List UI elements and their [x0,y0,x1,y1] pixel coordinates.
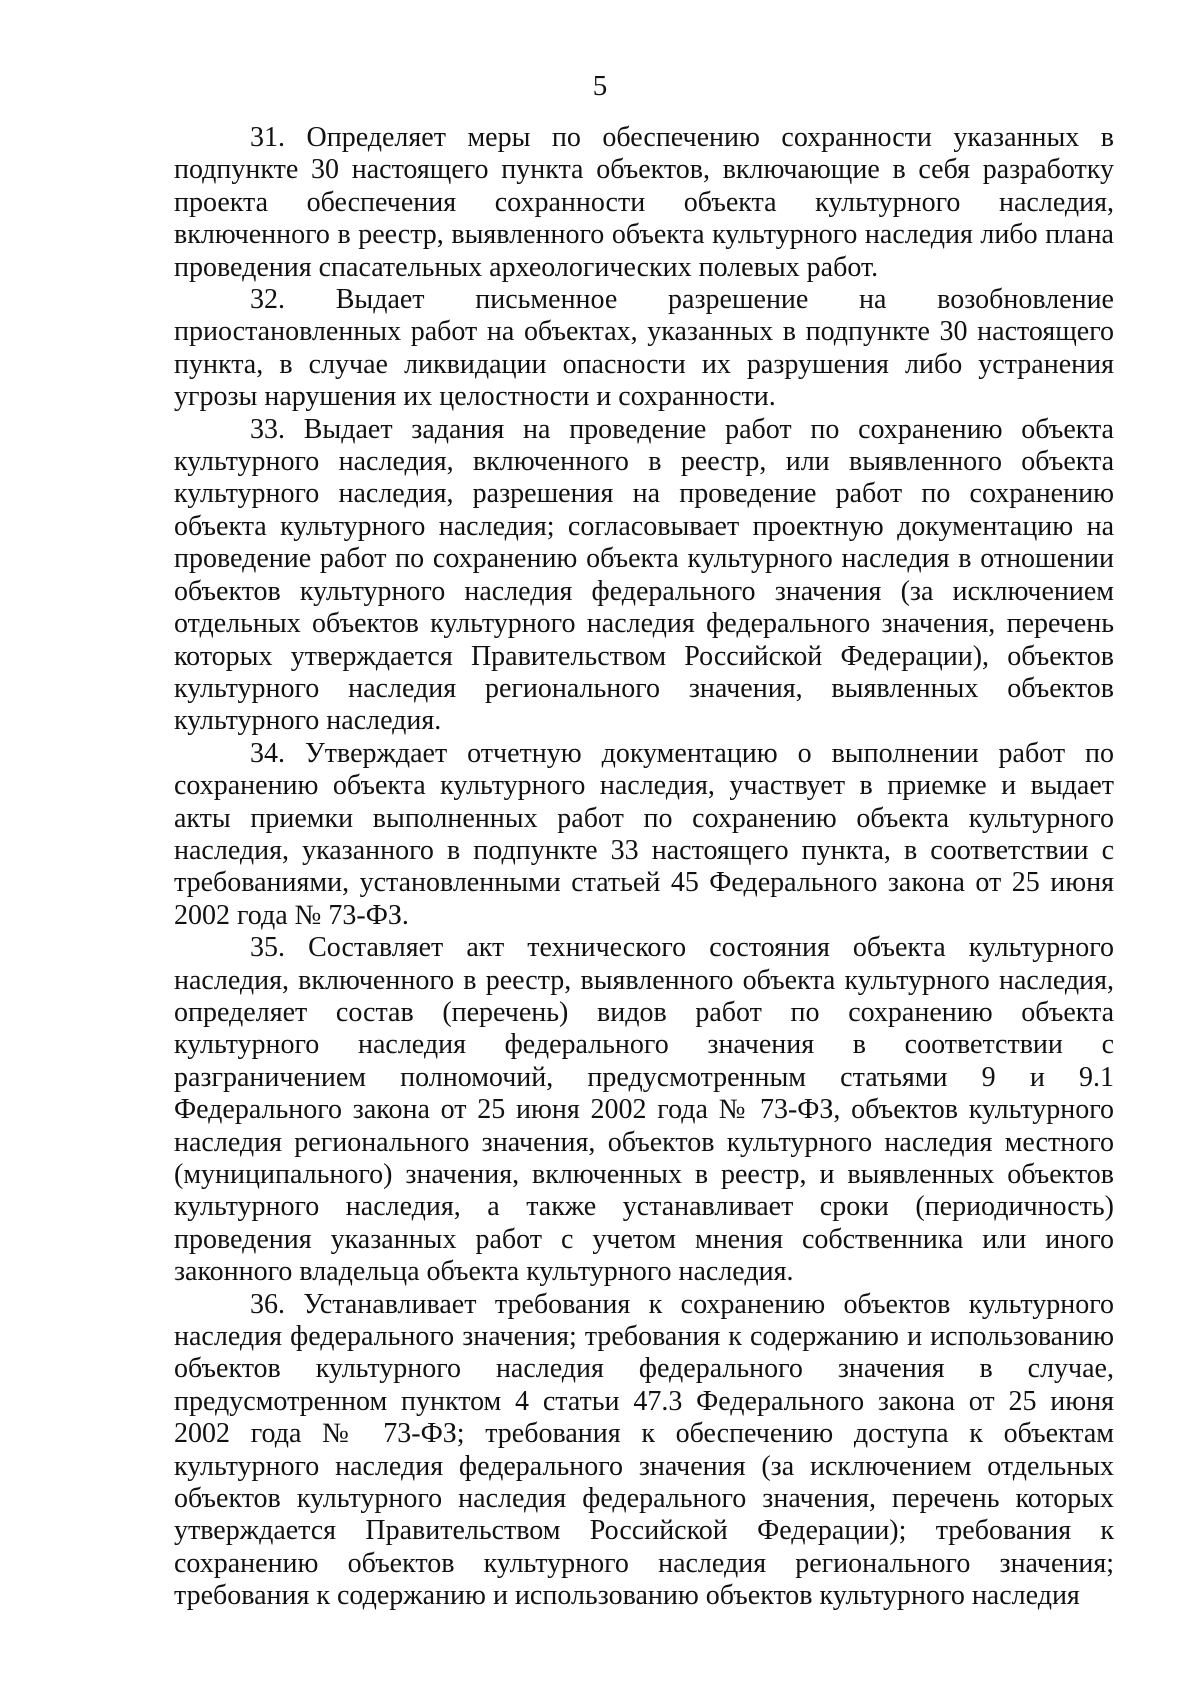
paragraph-34: 34. Утверждает отчетную документацию о выполнении работ по сохранению объекта культурного наследия, участвует в приемке и выдает акты приемки выполненных работ по сохранению объекта культурного наследия, указанного в подпункте 33 настоящего пункта, в соответствии с требованиями, установленными статьей 45 Федерального закона от 25 июня 2002 года № 73-ФЗ. [174,737,1114,931]
paragraph-33: 33. Выдает задания на проведение работ по сохранению объекта культурного наследия, включенного в реестр, или выявленного объекта культурного наследия, разрешения на проведение работ по сохранению объекта культурного наследия; согласовывает проектную документацию на проведение работ по сохранению объекта культурного наследия в отношении объектов культурного наследия федерального значения (за исключением отдельных объектов культурного наследия федерального значения, перечень которых утверждается Правительством Российской Федерации), объектов культурного наследия регионального значения, выявленных объектов культурного наследия. [174,413,1114,737]
page-number: 5 [592,70,608,102]
paragraph-31: 31. Определяет меры по обеспечению сохранности указанных в подпункте 30 настоящего пункта объектов, включающие в себя разработку проекта обеспечения сохранности объекта культурного наследия, включенного в реестр, выявленного объекта культурного наследия либо плана проведения спасательных археологических полевых работ. [174,122,1114,283]
paragraph-32: 32. Выдает письменное разрешение на возобновление приостановленных работ на объектах, указанных в подпункте 30 настоящего пункта, в случае ликвидации опасности их разрушения либо устранения угрозы нарушения их целостности и сохранности. [174,284,1114,413]
paragraph-35: 35. Составляет акт технического состояния объекта культурного наследия, включенного в реестр, выявленного объекта культурного наследия, определяет состав (перечень) видов работ по сохранению объекта культурного наследия федерального значения в соответствии с разграничением полномочий, предусмотренным статьями 9 и 9.1 Федерального закона от 25 июня 2002 года № 73-ФЗ, объектов культурного наследия регионального значения, объектов культурного наследия местного (муниципального) значения, включенных в реестр, и выявленных объектов культурного наследия, а также устанавливает сроки (периодичность) проведения указанных работ с учетом мнения собственника или иного законного владельца объекта культурного наследия. [174,932,1114,1288]
document-body [174,122,1114,1613]
paragraph-36: 36. Устанавливает требования к сохранению объектов культурного наследия федерального значения; требования к содержанию и использованию объектов культурного наследия федерального значения в случае, предусмотренном пунктом 4 статьи 47.3 Федерального закона от 25 июня 2002 года № 73-ФЗ; требования к обеспечению доступа к объектам культурного наследия федерального значения (за исключением отдельных объектов культурного наследия федерального значения, перечень которых утверждается Правительством Российской Федерации); требования к сохранению объектов культурного наследия регионального значения; требования к содержанию и использованию объектов культурного наследия [174,1288,1114,1612]
